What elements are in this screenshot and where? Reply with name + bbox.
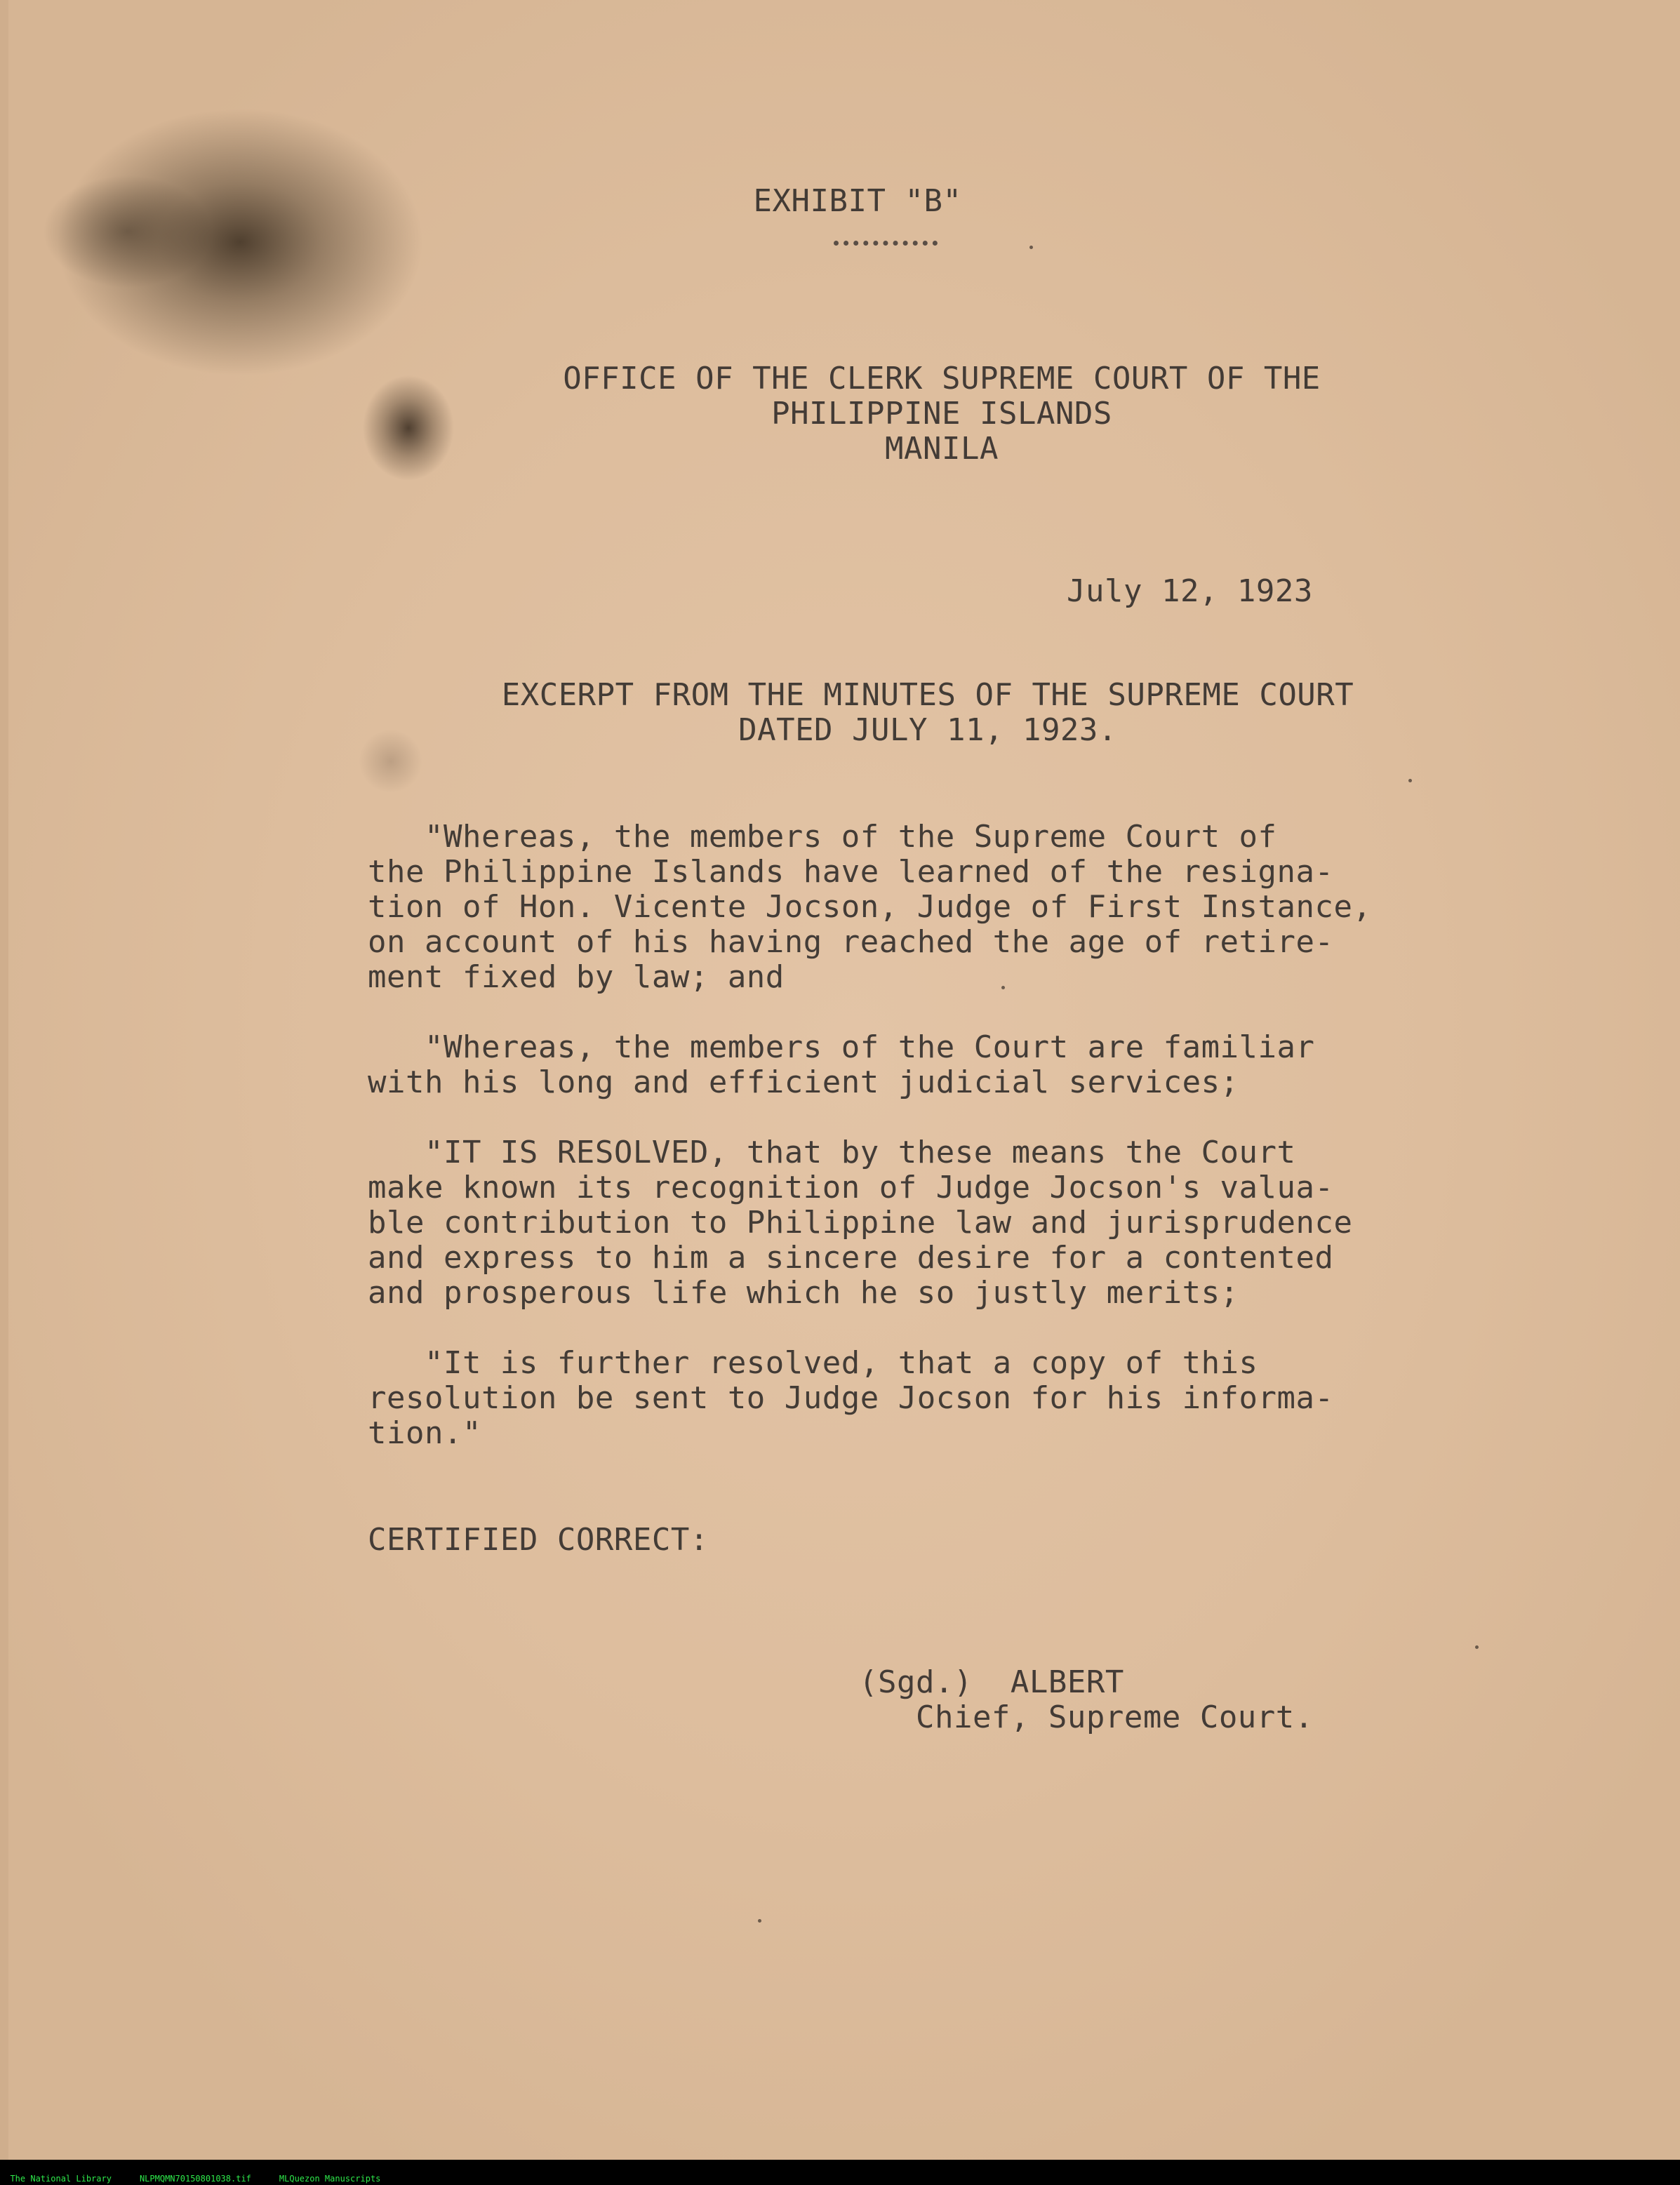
footer-file: NLPMQMN70150801038.tif [139,2174,251,2184]
ink-speck [1029,246,1033,249]
title-underline [834,241,938,246]
ink-speck [1475,1645,1479,1649]
footer-library: The National Library [10,2174,112,2184]
ink-speck [1408,779,1412,782]
document-date: July 12, 1923 [1067,573,1313,609]
resolution-body: "Whereas, the members of the Supreme Court of the Philippine Islands have learned of the resigna- tion of Hon. Vicente Jocson, Judge of First Instance, on account of his having reached the age of retire- ment fixed by law; and "Whereas, the members of the Court are familiar with his long and efficient judicial services; "IT IS RESOLVED, that by these means the Court make known its recognition of Judge Jocson's valua- ble contribution to Philippine law and jurisprudence and express to him a sincere desire for a contented and prosperous life which he so justly merits; "It is further resolved, that a copy of this resolution be sent to Judge Jocson for his informa- tion." [368,819,1372,1451]
footer-collection: MLQuezon Manuscripts [279,2174,381,2184]
excerpt-title: EXCERPT FROM THE MINUTES OF THE SUPREME COURT DATED JULY 11, 1923. [501,677,1354,748]
office-header: OFFICE OF THE CLERK SUPREME COURT OF THE PHILIPPINE ISLANDS MANILA [563,361,1321,467]
ink-speck [758,1919,761,1923]
signature-block: (Sgd.) ALBERT Chief, Supreme Court. [859,1664,1314,1735]
certified-correct: CERTIFIED CORRECT: [368,1522,709,1558]
exhibit-title: EXHIBIT "B" [753,183,962,219]
ink-speck [1001,986,1005,989]
archive-footer [0,2160,1680,2184]
